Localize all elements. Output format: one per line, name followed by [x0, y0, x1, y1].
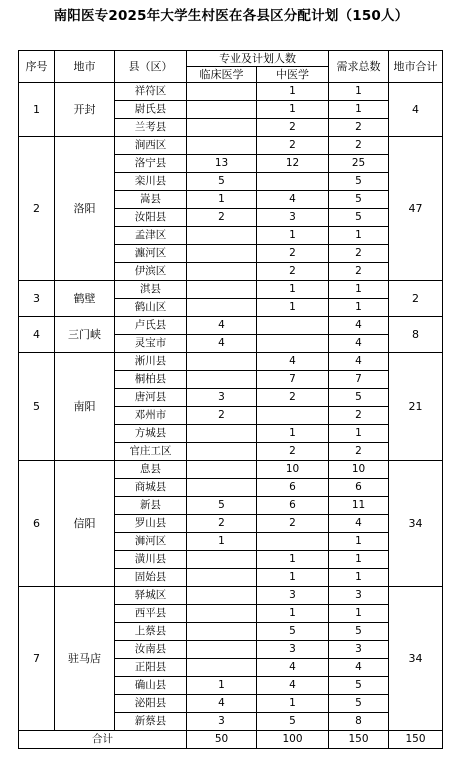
county-cell: 新蔡县	[115, 713, 187, 731]
seq-cell: 5	[19, 353, 55, 461]
table-row	[19, 317, 443, 335]
city-total-cell: 4	[389, 83, 443, 137]
total-cell: 3	[329, 641, 389, 659]
header-major-group: 专业及计划人数	[187, 51, 329, 67]
tcm-cell: 1	[257, 425, 329, 443]
city-total-cell: 21	[389, 353, 443, 461]
county-cell: 西平县	[115, 605, 187, 623]
tcm-cell	[257, 173, 329, 191]
total-cell: 2	[329, 407, 389, 425]
total-cell: 6	[329, 479, 389, 497]
clinical-cell: 3	[187, 389, 257, 407]
total-cell: 1	[329, 533, 389, 551]
clinical-cell	[187, 569, 257, 587]
city-cell: 信阳	[55, 461, 115, 587]
county-cell: 确山县	[115, 677, 187, 695]
total-cell: 4	[329, 515, 389, 533]
tcm-cell: 4	[257, 677, 329, 695]
clinical-cell: 2	[187, 515, 257, 533]
city-cell: 南阳	[55, 353, 115, 461]
header-total-demand: 需求总数	[329, 51, 389, 83]
city-total-cell: 47	[389, 137, 443, 281]
tcm-cell: 2	[257, 245, 329, 263]
allocation-table-container	[18, 50, 442, 749]
county-cell: 嵩县	[115, 191, 187, 209]
county-cell: 尉氏县	[115, 101, 187, 119]
county-cell: 汝阳县	[115, 209, 187, 227]
tcm-cell: 3	[257, 209, 329, 227]
tcm-cell: 1	[257, 101, 329, 119]
city-cell: 驻马店	[55, 587, 115, 731]
seq-cell: 1	[19, 83, 55, 137]
clinical-cell: 2	[187, 407, 257, 425]
county-cell: 息县	[115, 461, 187, 479]
city-cell: 开封	[55, 83, 115, 137]
footer-label: 合计	[19, 731, 187, 749]
tcm-cell: 1	[257, 299, 329, 317]
clinical-cell	[187, 623, 257, 641]
total-cell: 2	[329, 119, 389, 137]
clinical-cell: 5	[187, 173, 257, 191]
tcm-cell: 4	[257, 353, 329, 371]
clinical-cell	[187, 479, 257, 497]
tcm-cell	[257, 533, 329, 551]
city-cell: 三门峡	[55, 317, 115, 353]
tcm-cell	[257, 317, 329, 335]
total-cell: 1	[329, 83, 389, 101]
total-cell: 1	[329, 281, 389, 299]
tcm-cell: 1	[257, 227, 329, 245]
table-row	[19, 137, 443, 155]
clinical-cell	[187, 353, 257, 371]
total-cell: 25	[329, 155, 389, 173]
clinical-cell	[187, 299, 257, 317]
tcm-cell: 4	[257, 659, 329, 677]
total-cell: 8	[329, 713, 389, 731]
city-total-cell: 8	[389, 317, 443, 353]
tcm-cell: 1	[257, 695, 329, 713]
tcm-cell: 1	[257, 569, 329, 587]
total-cell: 5	[329, 389, 389, 407]
allocation-table	[18, 50, 443, 749]
county-cell: 鹤山区	[115, 299, 187, 317]
table-body	[19, 83, 443, 731]
county-cell: 邓州市	[115, 407, 187, 425]
tcm-cell: 3	[257, 587, 329, 605]
tcm-cell: 7	[257, 371, 329, 389]
header-tcm: 中医学	[257, 67, 329, 83]
tcm-cell: 2	[257, 515, 329, 533]
county-cell: 桐柏县	[115, 371, 187, 389]
total-cell: 5	[329, 191, 389, 209]
total-cell: 11	[329, 497, 389, 515]
county-cell: 涧西区	[115, 137, 187, 155]
total-cell: 1	[329, 425, 389, 443]
county-cell: 孟津区	[115, 227, 187, 245]
county-cell: 方城县	[115, 425, 187, 443]
tcm-cell: 5	[257, 623, 329, 641]
seq-cell: 7	[19, 587, 55, 731]
clinical-cell	[187, 605, 257, 623]
seq-cell: 6	[19, 461, 55, 587]
tcm-cell: 2	[257, 443, 329, 461]
tcm-cell: 1	[257, 281, 329, 299]
clinical-cell	[187, 461, 257, 479]
seq-cell: 2	[19, 137, 55, 281]
county-cell: 罗山县	[115, 515, 187, 533]
county-cell: 栾川县	[115, 173, 187, 191]
clinical-cell: 4	[187, 695, 257, 713]
county-cell: 伊滨区	[115, 263, 187, 281]
total-cell: 5	[329, 623, 389, 641]
tcm-cell: 4	[257, 191, 329, 209]
county-cell: 泌阳县	[115, 695, 187, 713]
clinical-cell	[187, 83, 257, 101]
tcm-cell: 1	[257, 83, 329, 101]
tcm-cell	[257, 335, 329, 353]
total-cell: 4	[329, 353, 389, 371]
county-cell: 商城县	[115, 479, 187, 497]
total-cell: 4	[329, 317, 389, 335]
clinical-cell: 2	[187, 209, 257, 227]
clinical-cell	[187, 119, 257, 137]
total-cell: 5	[329, 695, 389, 713]
county-cell: 淇县	[115, 281, 187, 299]
total-cell: 5	[329, 173, 389, 191]
total-cell: 2	[329, 137, 389, 155]
clinical-cell	[187, 659, 257, 677]
clinical-cell	[187, 443, 257, 461]
county-cell: 正阳县	[115, 659, 187, 677]
footer-clinical: 50	[187, 731, 257, 749]
total-cell: 2	[329, 245, 389, 263]
clinical-cell: 3	[187, 713, 257, 731]
clinical-cell: 1	[187, 191, 257, 209]
table-row	[19, 353, 443, 371]
county-cell: 唐河县	[115, 389, 187, 407]
total-cell: 5	[329, 677, 389, 695]
tcm-cell: 6	[257, 479, 329, 497]
tcm-cell: 1	[257, 605, 329, 623]
county-cell: 新县	[115, 497, 187, 515]
total-cell: 1	[329, 227, 389, 245]
clinical-cell	[187, 425, 257, 443]
tcm-cell: 10	[257, 461, 329, 479]
tcm-cell: 3	[257, 641, 329, 659]
city-total-cell: 2	[389, 281, 443, 317]
clinical-cell: 4	[187, 335, 257, 353]
county-cell: 卢氏县	[115, 317, 187, 335]
total-cell: 10	[329, 461, 389, 479]
total-cell: 4	[329, 659, 389, 677]
clinical-cell	[187, 587, 257, 605]
footer-row	[19, 731, 443, 749]
county-cell: 汝南县	[115, 641, 187, 659]
county-cell: 驿城区	[115, 587, 187, 605]
city-cell: 鹤壁	[55, 281, 115, 317]
total-cell: 2	[329, 443, 389, 461]
total-cell: 3	[329, 587, 389, 605]
county-cell: 兰考县	[115, 119, 187, 137]
footer-tcm: 100	[257, 731, 329, 749]
seq-cell: 3	[19, 281, 55, 317]
seq-cell: 4	[19, 317, 55, 353]
city-total-cell: 34	[389, 461, 443, 587]
clinical-cell: 13	[187, 155, 257, 173]
tcm-cell: 2	[257, 119, 329, 137]
total-cell: 7	[329, 371, 389, 389]
tcm-cell: 5	[257, 713, 329, 731]
table-row	[19, 83, 443, 101]
footer-total: 150	[329, 731, 389, 749]
total-cell: 5	[329, 209, 389, 227]
tcm-cell: 1	[257, 551, 329, 569]
tcm-cell	[257, 407, 329, 425]
tcm-cell: 2	[257, 137, 329, 155]
clinical-cell	[187, 101, 257, 119]
clinical-cell	[187, 281, 257, 299]
county-cell: 固始县	[115, 569, 187, 587]
footer-city-total: 150	[389, 731, 443, 749]
header-clinical: 临床医学	[187, 67, 257, 83]
total-cell: 1	[329, 551, 389, 569]
county-cell: 灵宝市	[115, 335, 187, 353]
tcm-cell: 2	[257, 389, 329, 407]
county-cell: 瀍河区	[115, 245, 187, 263]
clinical-cell: 1	[187, 677, 257, 695]
table-row	[19, 281, 443, 299]
county-cell: 官庄工区	[115, 443, 187, 461]
total-cell: 2	[329, 263, 389, 281]
clinical-cell	[187, 551, 257, 569]
county-cell: 洛宁县	[115, 155, 187, 173]
table-row	[19, 461, 443, 479]
clinical-cell	[187, 245, 257, 263]
clinical-cell	[187, 227, 257, 245]
county-cell: 潢川县	[115, 551, 187, 569]
tcm-cell: 12	[257, 155, 329, 173]
header-city-total: 地市合计	[389, 51, 443, 83]
total-cell: 1	[329, 569, 389, 587]
clinical-cell	[187, 263, 257, 281]
total-cell: 4	[329, 335, 389, 353]
header-county: 县（区）	[115, 51, 187, 83]
page-title: 南阳医专2025年大学生村医在各县区分配计划（150人）	[53, 8, 409, 24]
clinical-cell	[187, 371, 257, 389]
total-cell: 1	[329, 101, 389, 119]
clinical-cell	[187, 137, 257, 155]
header-seq: 序号	[19, 51, 55, 83]
clinical-cell: 5	[187, 497, 257, 515]
county-cell: 祥符区	[115, 83, 187, 101]
clinical-cell: 1	[187, 533, 257, 551]
county-cell: 淅川县	[115, 353, 187, 371]
city-cell: 洛阳	[55, 137, 115, 281]
header-row-1	[19, 51, 443, 67]
city-total-cell: 34	[389, 587, 443, 731]
county-cell: 浉河区	[115, 533, 187, 551]
county-cell: 上蔡县	[115, 623, 187, 641]
table-row	[19, 587, 443, 605]
total-cell: 1	[329, 605, 389, 623]
tcm-cell: 2	[257, 263, 329, 281]
clinical-cell: 4	[187, 317, 257, 335]
tcm-cell: 6	[257, 497, 329, 515]
total-cell: 1	[329, 299, 389, 317]
header-city: 地市	[55, 51, 115, 83]
clinical-cell	[187, 641, 257, 659]
